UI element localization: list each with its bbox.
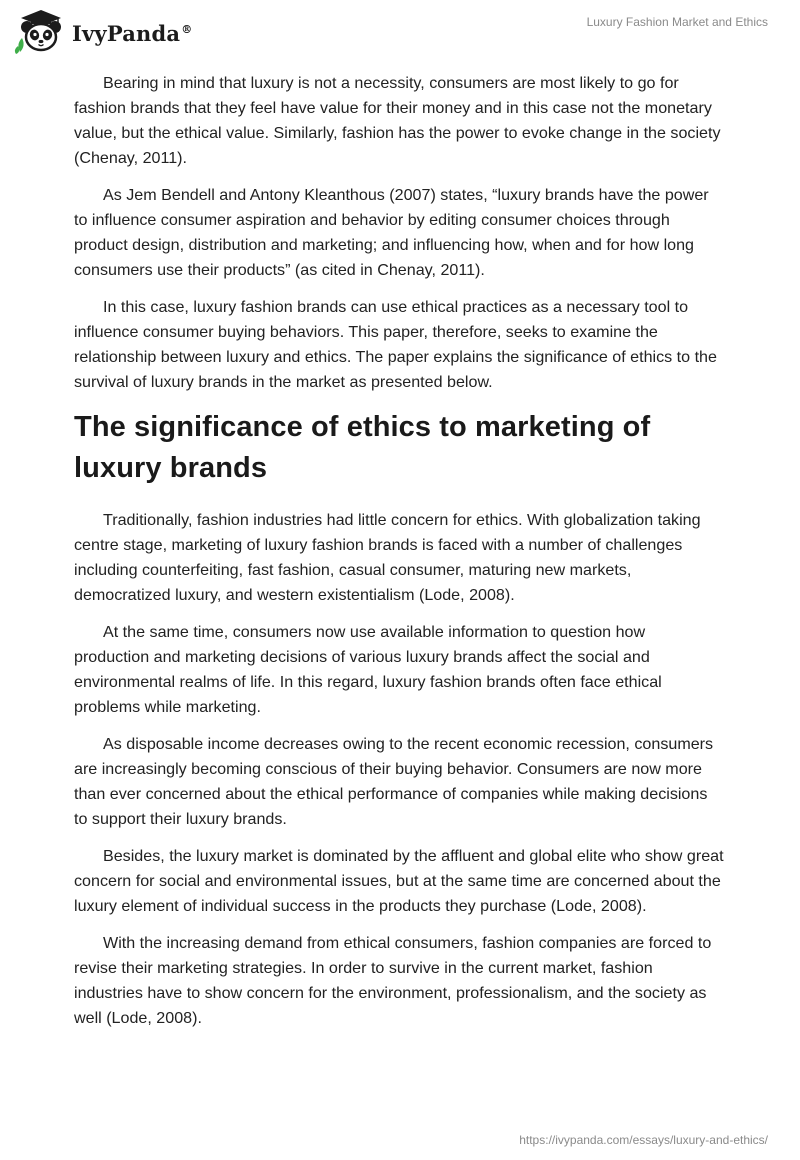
panda-graduate-icon [14,8,68,54]
paragraph-section-1: Traditionally, fashion industries had little concern for ethics. With globalization taking centre stage, marketing of luxury fashion brands is faced with a number of challenges including counterfeiting, fast fashion, casual consumer, maturing new markets, democratized luxury, and western existentialism (Lode, 2008). [74,511,701,604]
source-url[interactable]: https://ivypanda.com/essays/luxury-and-ethics/ [519,1133,768,1147]
registered-mark: ® [181,22,193,36]
ivypanda-logo[interactable] [14,8,192,54]
paragraph-section-5: With the increasing demand from ethical consumers, fashion companies are forced to revise their marketing strategies. In order to survive in the current market, fashion industries have to show concern for the environment, professionalism, and the society as well (Lode, 2008). [74,934,712,1027]
section-heading: The significance of ethics to marketing of luxury brands [74,411,651,484]
brand-name: IvyPanda [72,20,181,46]
paragraph-section-3: As disposable income decreases owing to the recent economic recession, consumers are increasingly becoming conscious of their buying behavior. Consumers are now more than ever concerned about the ethical performance of companies while making decisions to support their luxury brands. [74,735,714,828]
document-title: Luxury Fashion Market and Ethics [586,15,768,29]
page-header [0,0,800,70]
paragraph-intro-1: Bearing in mind that luxury is not a necessity, consumers are most likely to go for fashion brands that they feel have value for their money and in this case not the monetary value, but the ethical value. Similarly, fashion has the power to evoke change in the society (Chenay, 2011). [74,74,721,167]
paragraph-section-2: At the same time, consumers now use available information to question how production and marketing decisions of various luxury brands affect the social and environmental realms of life. In this regard, luxury fashion brands often face ethical problems while marketing. [74,623,662,716]
paragraph-intro-2: As Jem Bendell and Antony Kleanthous (2007) states, “luxury brands have the power to influence consumer aspiration and behavior by editing consumer choices through product design, distribution and marketing; and influencing how, when and for how long consumers use their products” (as cited in Chenay, 2011). [74,186,709,279]
ivypanda-wordmark [72,21,192,46]
essay-body [74,71,724,1043]
paragraph-section-4: Besides, the luxury market is dominated by the affluent and global elite who show great concern for social and environmental issues, but at the same time are concerned about the luxury element of individual success in the products they purchase (Lode, 2008). [74,847,724,915]
paragraph-intro-3: In this case, luxury fashion brands can use ethical practices as a necessary tool to influence consumer buying behaviors. This paper, therefore, seeks to examine the relationship between luxury and ethics. The paper explains the significance of ethics to the survival of luxury brands in the market as presented below. [74,298,717,391]
